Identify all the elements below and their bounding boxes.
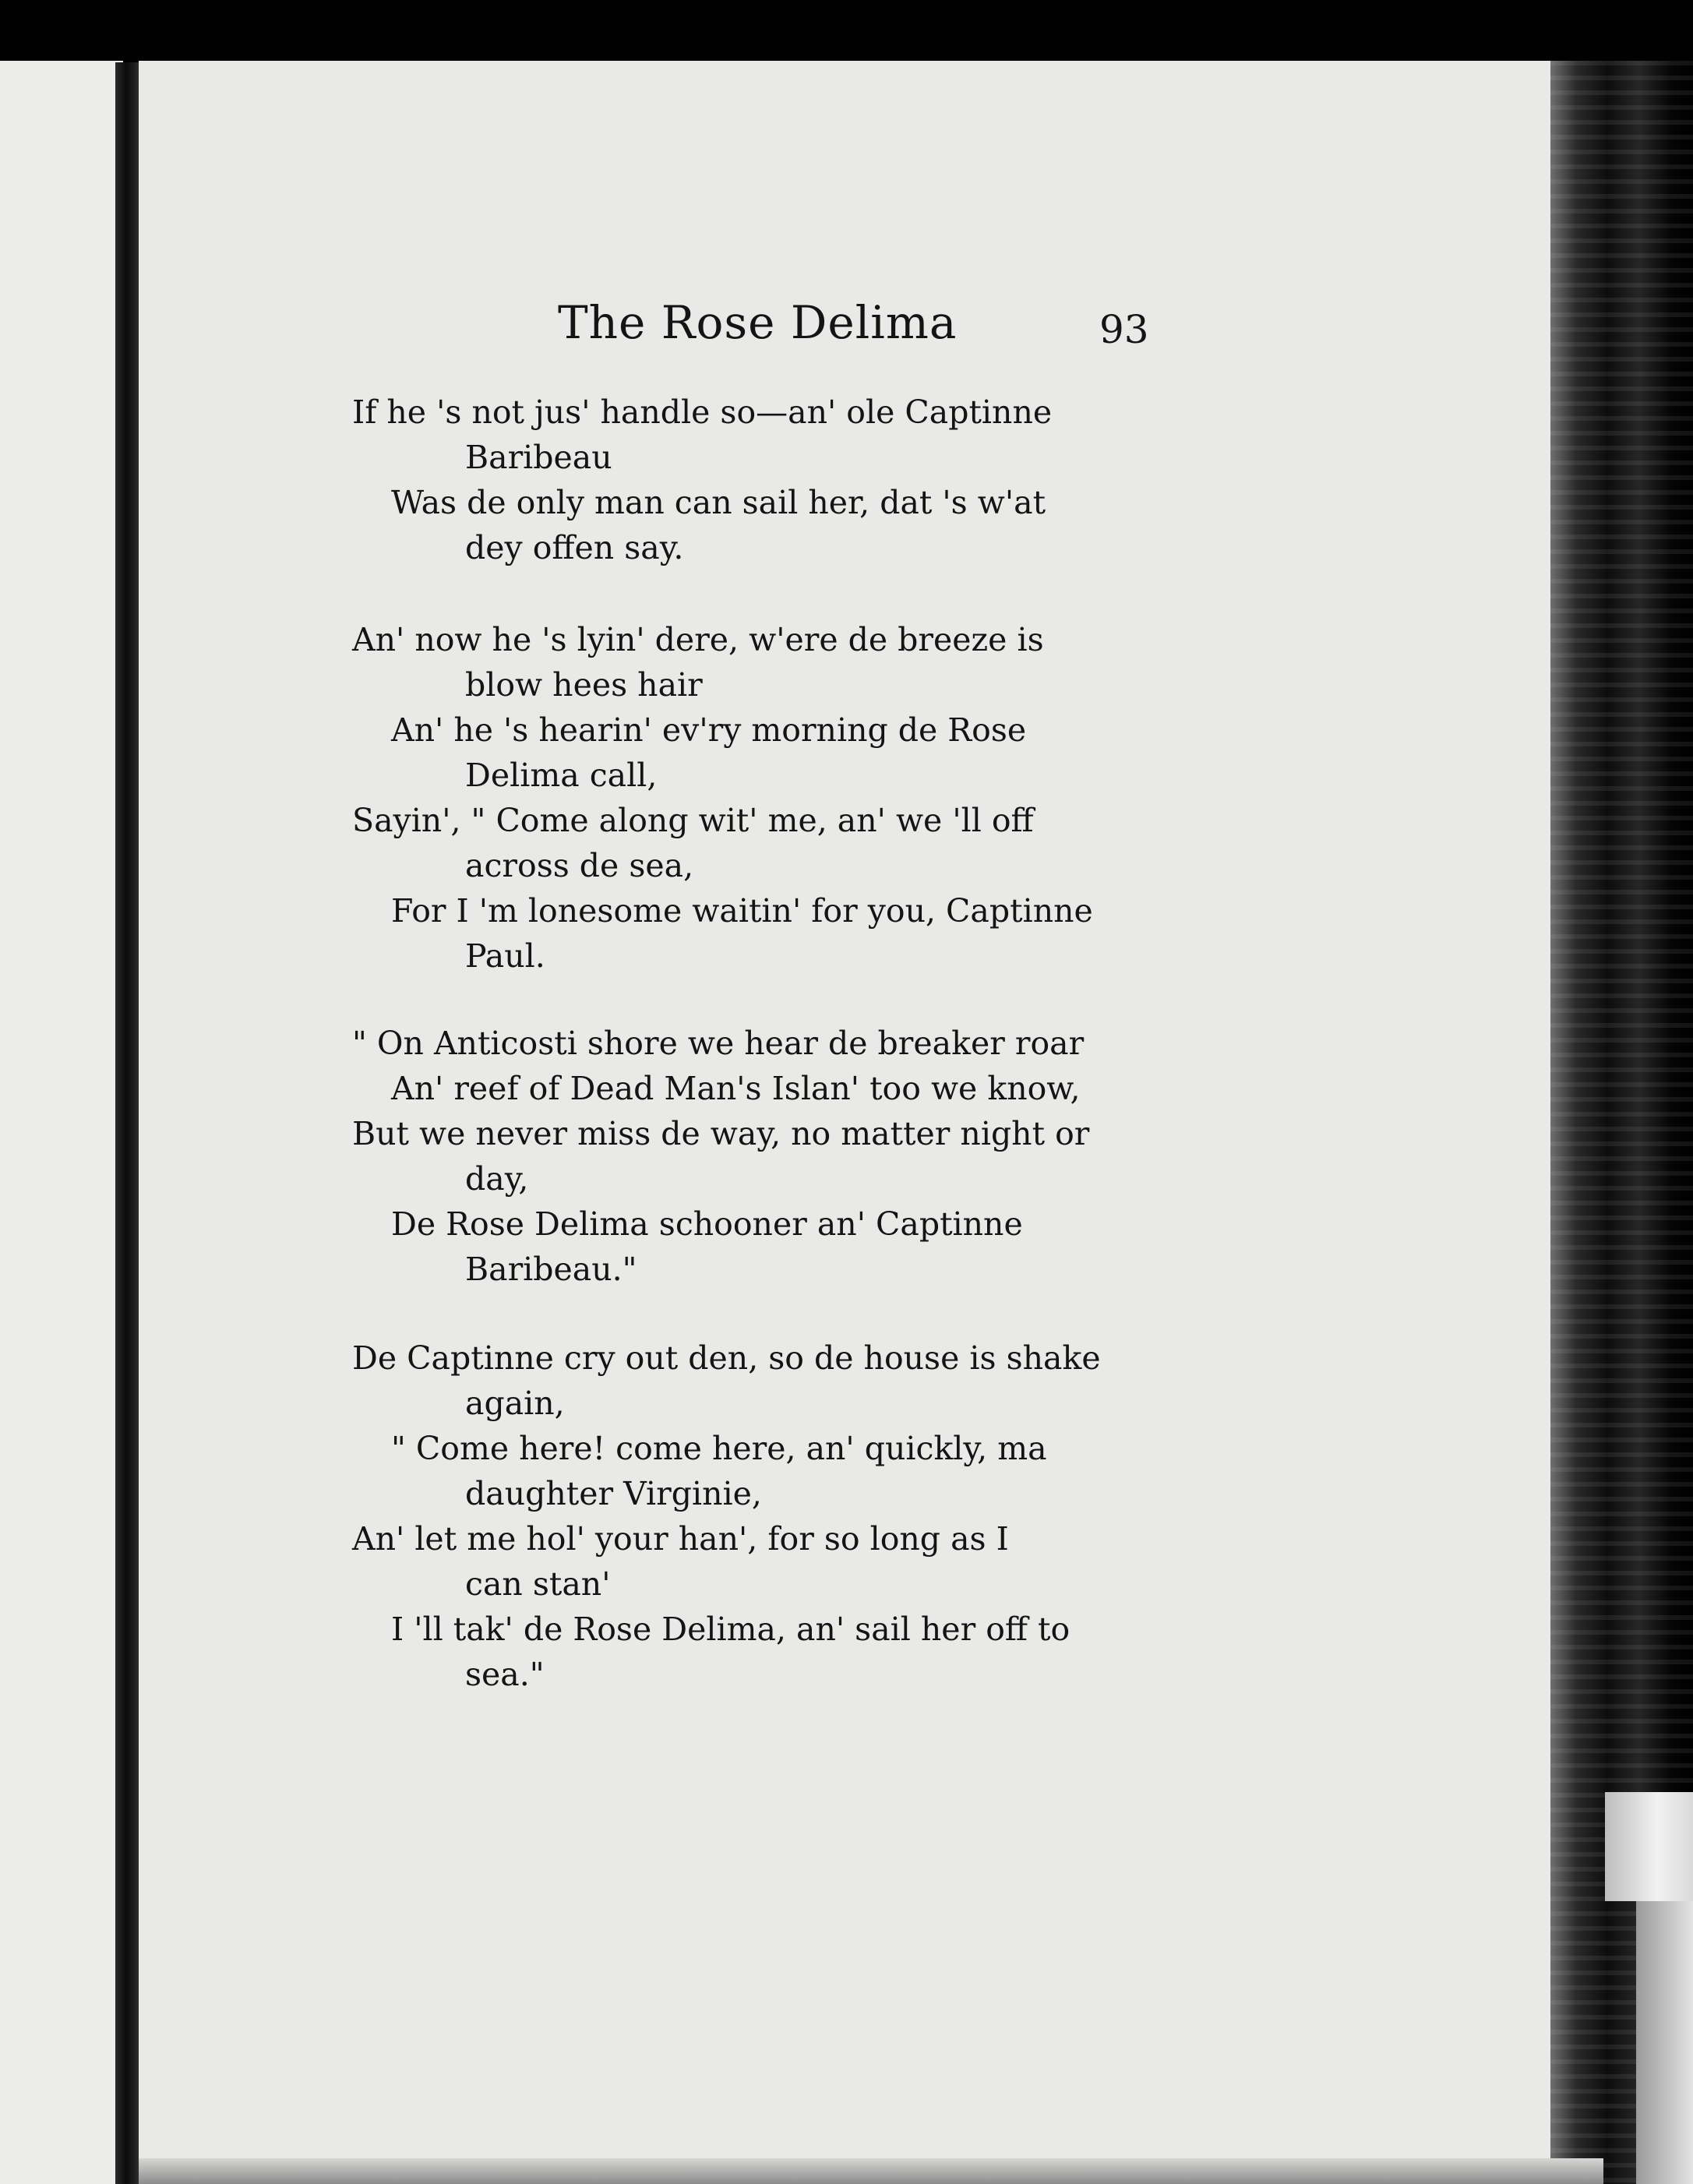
stanza — [352, 617, 1148, 979]
poem-line: " On Anticosti shore we hear de breaker roar — [352, 1025, 1085, 1062]
poem-line: An' reef of Dead Man's Islan' too we know, — [391, 1070, 1081, 1107]
poem-line: For I 'm lonesome waitin' for you, Captinne — [391, 892, 1093, 930]
poem-line: An' he 's hearin' ev'ry morning de Rose — [391, 711, 1027, 749]
poem-line: De Captinne cry out den, so de house is shake — [352, 1339, 1101, 1377]
book-gutter — [115, 62, 142, 2184]
poem-line: day, — [465, 1160, 529, 1198]
page-edge-highlight — [1605, 1792, 1693, 1901]
poem-line: " Come here! come here, an' quickly, ma — [391, 1430, 1047, 1467]
poem-line: blow hees hair — [465, 666, 703, 704]
poem-line: daughter Virginie, — [465, 1475, 762, 1512]
poem-line: Baribeau — [465, 439, 612, 476]
poem-line: Sayin', " Come along wit' me, an' we 'll off — [352, 802, 1034, 839]
poem-line: If he 's not jus' handle so—an' ole Captinne — [352, 393, 1053, 431]
poem-line: Paul. — [465, 937, 545, 975]
scan-top-border — [0, 0, 1693, 62]
poem-line: Baribeau." — [465, 1251, 637, 1288]
stanza — [352, 390, 1148, 570]
running-header-title: The Rose Delima — [558, 296, 958, 349]
stanza — [352, 1335, 1148, 1697]
poem-line: again, — [465, 1385, 565, 1422]
poem-line: De Rose Delima schooner an' Captinne — [391, 1205, 1023, 1243]
poem-line: I 'll tak' de Rose Delima, an' sail her off to — [391, 1611, 1070, 1648]
poem-line: sea." — [465, 1656, 545, 1693]
poem-line: Was de only man can sail her, dat 's w'at — [391, 484, 1046, 521]
poem-line: dey offen say. — [465, 529, 684, 566]
poem-line: But we never miss de way, no matter night or — [352, 1115, 1090, 1152]
page-edge-highlight-lower — [1636, 1901, 1693, 2184]
poem-line: can stan' — [465, 1565, 611, 1603]
poem-line: Delima call, — [465, 757, 658, 794]
stanza — [352, 1021, 1148, 1292]
poem-line: An' let me hol' your han', for so long as I — [352, 1520, 1009, 1558]
page-bottom-shadow — [139, 2158, 1603, 2184]
facing-page — [0, 61, 123, 2184]
poem-line: An' now he 's lyin' dere, w'ere de breeze is — [352, 621, 1044, 658]
page-number: 93 — [1099, 307, 1149, 352]
poem-line: across de sea, — [465, 847, 694, 884]
